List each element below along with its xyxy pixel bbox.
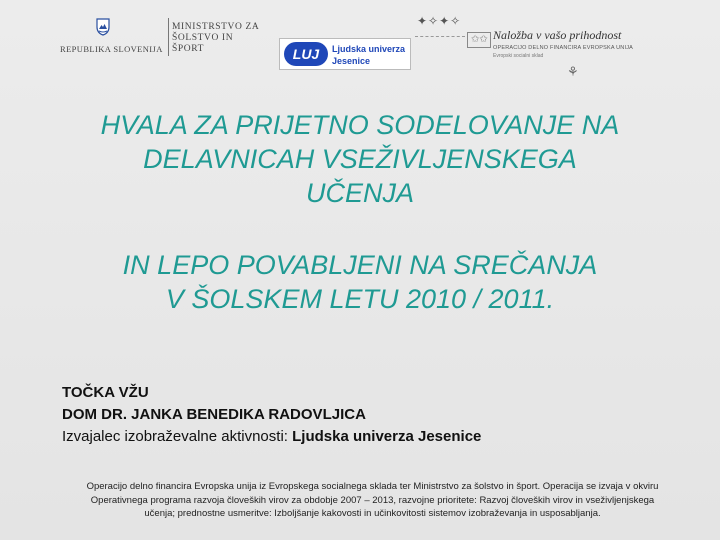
eu-logo — [415, 14, 645, 84]
invitation-heading — [0, 248, 720, 316]
eu-subtitle: OPERACIJO DELNO FINANCIRA EVROPSKA UNIJA — [493, 45, 634, 51]
organizer-info — [62, 382, 481, 448]
eu-divider — [415, 36, 465, 37]
eu-fund: Evropski socialni sklad — [493, 53, 544, 59]
republic-label: REPUBLIKA SLOVENIJA — [60, 44, 163, 54]
ministry-name-line1: MINISTRSTVO ZA — [172, 22, 260, 32]
ministry-logo — [58, 14, 258, 64]
heading-line2: DELAVNICAH VSEŽIVLJENSKEGA — [143, 144, 577, 174]
info-point: TOČKA VŽU — [62, 384, 149, 401]
heading-line5: V ŠOLSKEM LETU 2010 / 2011. — [165, 284, 555, 314]
heading-line4: IN LEPO POVABLJENI NA SREČANJA — [122, 250, 598, 280]
ministry-name — [172, 22, 262, 55]
heading-line1: HVALA ZA PRIJETNO SODELOVANJE NA — [100, 110, 620, 140]
footer-line3: učenja; prednostne usmeritve: Izboljšanje kakovosti in učinkovitosti sistemov izobraževanja in usposabljanja. — [144, 508, 601, 519]
eu-slogan: Naložba v vašo prihodnost — [493, 28, 622, 42]
luj-name-line2: Jesenice — [332, 56, 371, 66]
eu-emblem-icon: ⚘ — [567, 64, 579, 79]
info-venue: DOM DR. JANKA BENEDIKA RADOVLJICA — [62, 406, 366, 423]
eu-stars-icon: ✦✧✦✧ — [417, 14, 462, 28]
provider-name: Ljudska univerza Jesenice — [292, 428, 482, 445]
funding-footer — [60, 480, 685, 521]
footer-line1: Operacijo delno financira Evropska unija iz Evropskega socialnega sklada ter Ministrstvo za šolstvo in šport. Operacija se izvaja v okviru — [86, 481, 659, 492]
luj-name-line1: Ljudska univerza — [332, 44, 406, 54]
luj-logo — [279, 38, 411, 70]
footer-line2: Operativnega programa razvoja človeških virov za obdobje 2007 – 2013, razvojne prioritete: Razvoj človeških virov in vseživljenjskega — [90, 494, 655, 506]
thank-you-heading — [0, 108, 720, 210]
ministry-name-line2: ŠOLSTVO IN ŠPORT — [172, 33, 234, 54]
info-provider — [62, 426, 481, 448]
ministry-divider — [168, 18, 169, 56]
luj-badge: LUJ — [284, 42, 328, 66]
heading-line3: UČENJA — [305, 178, 414, 208]
luj-name — [332, 43, 405, 67]
coat-of-arms-icon — [96, 18, 110, 36]
eu-flag-icon: ✩✩ — [467, 32, 491, 48]
provider-label: Izvajalec izobraževalne aktivnosti: — [62, 428, 293, 445]
